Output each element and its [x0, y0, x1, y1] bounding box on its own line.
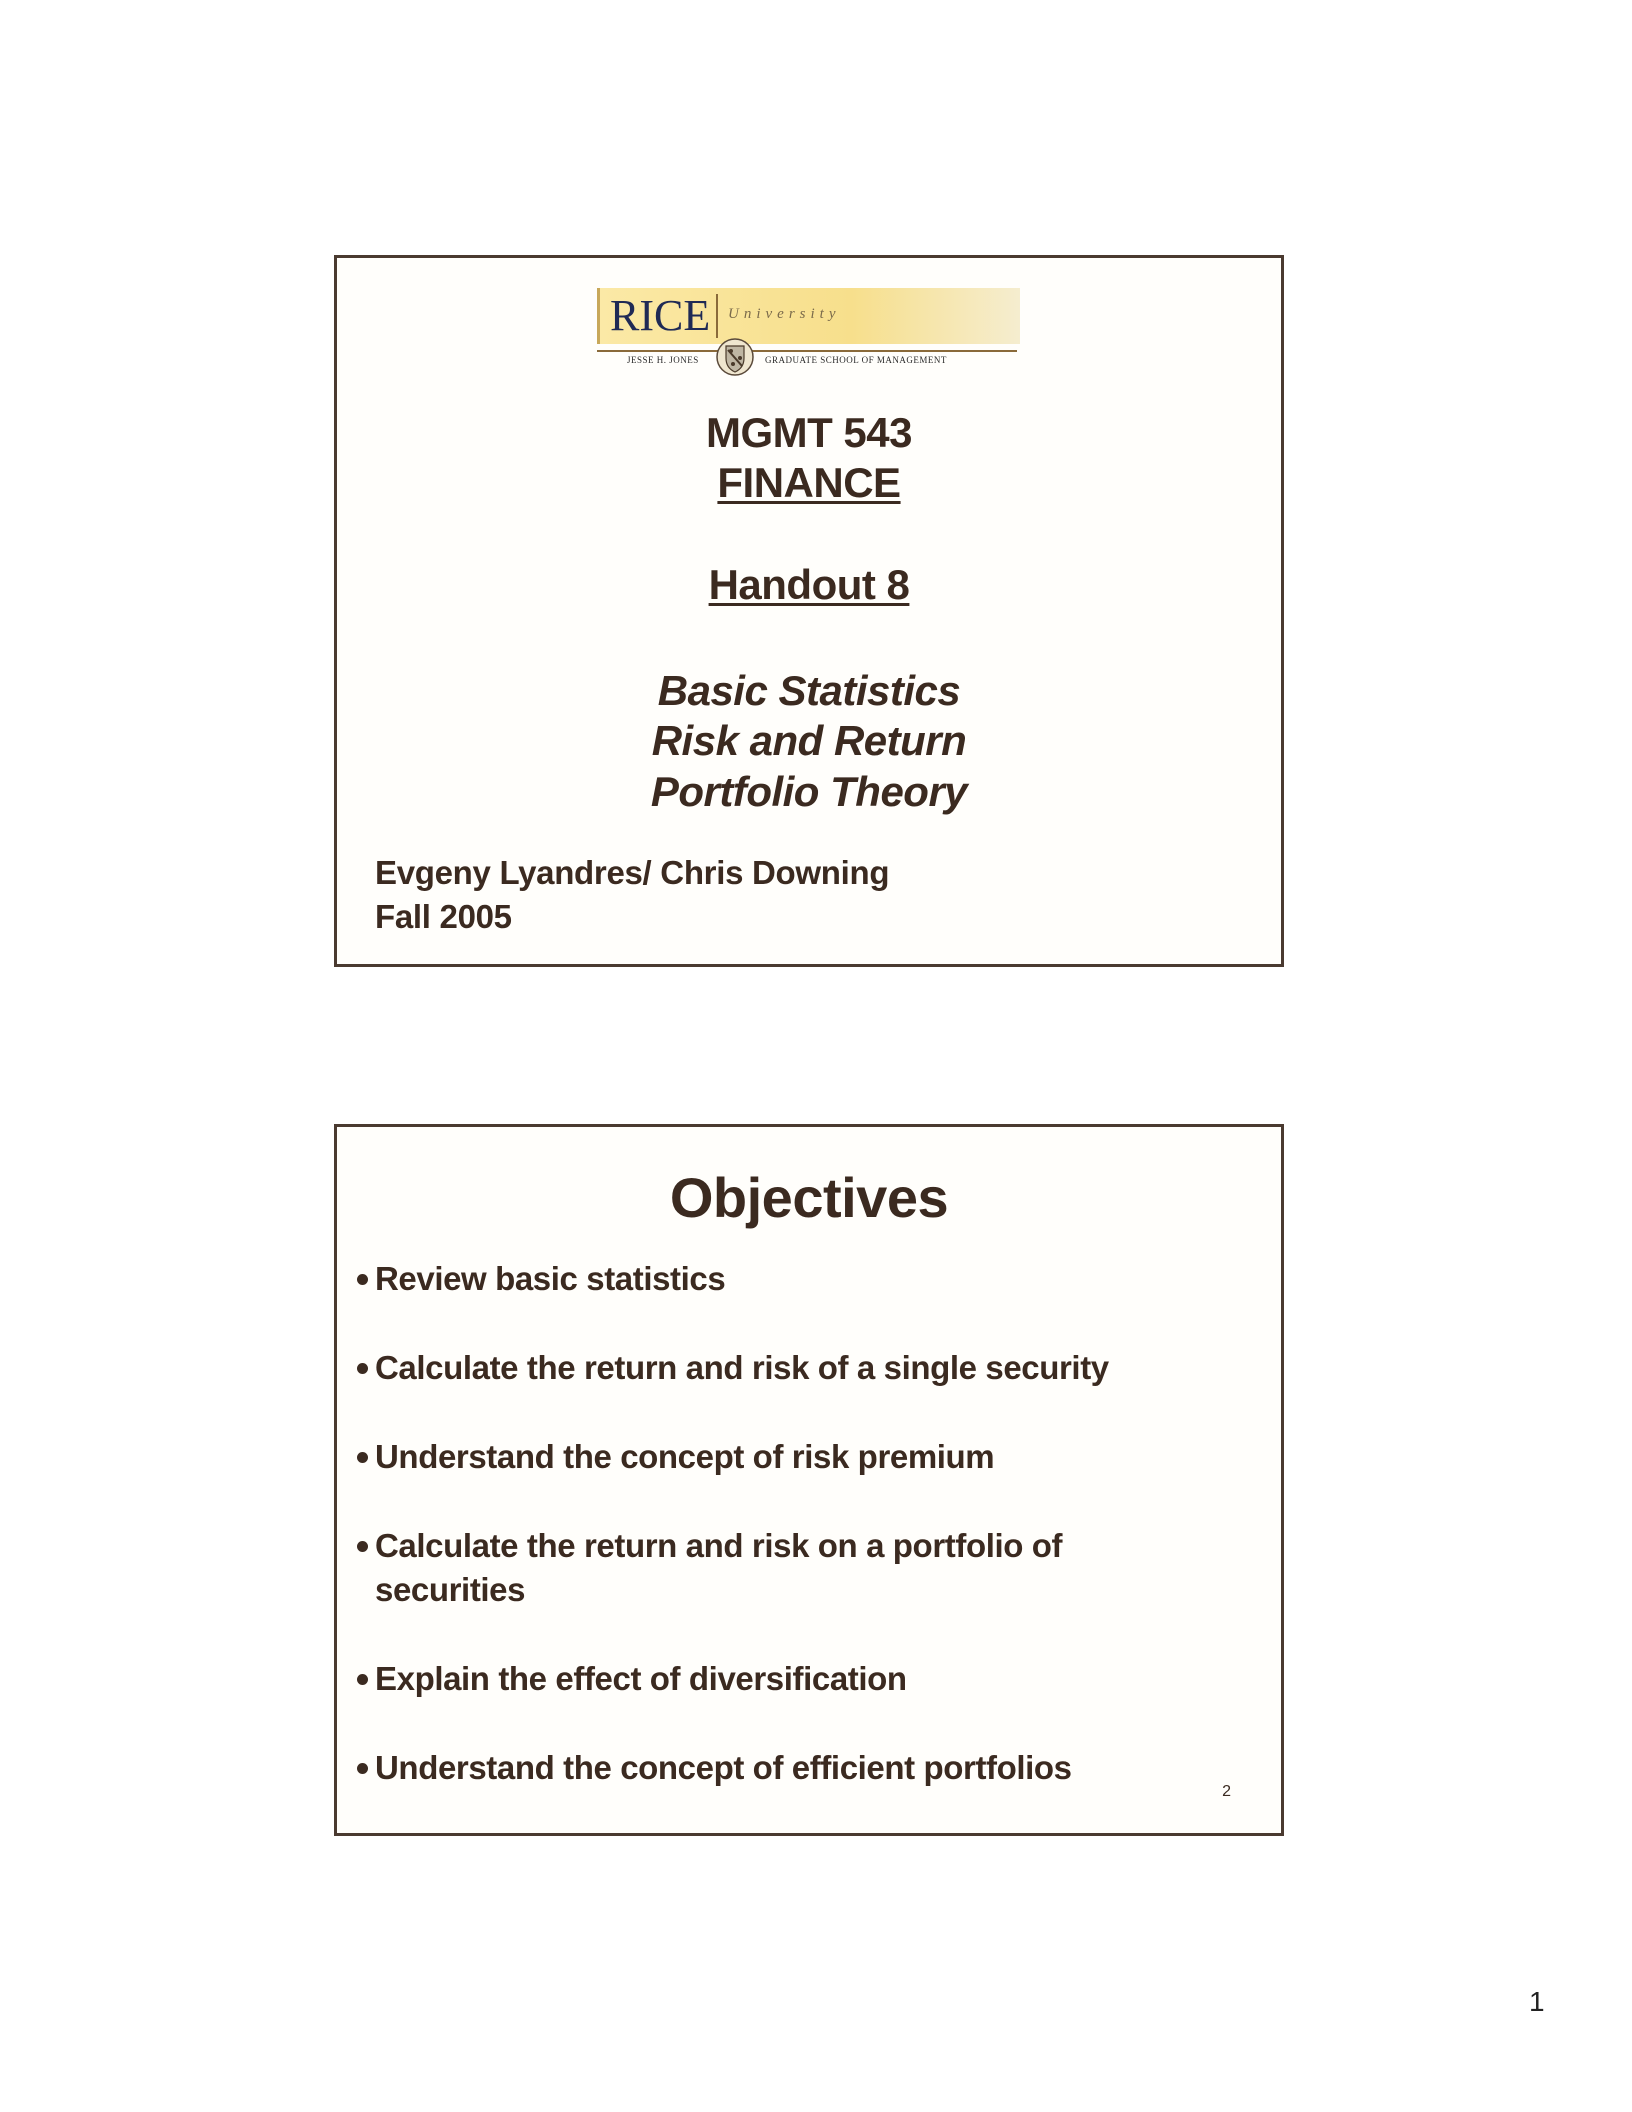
- course-name: FINANCE: [717, 459, 901, 506]
- page-number: 1: [1529, 1986, 1545, 2017]
- list-item: [355, 1746, 1255, 1790]
- handout-wrap: [337, 560, 1281, 610]
- list-item-text: Review basic statistics: [375, 1260, 726, 1297]
- list-item: [355, 1346, 1255, 1390]
- list-item: [355, 1435, 1255, 1479]
- logo-subtitle: University: [728, 306, 841, 322]
- topic-item: Risk and Return: [651, 717, 967, 764]
- course-code: MGMT 543: [705, 409, 913, 456]
- list-item: [355, 1257, 1255, 1301]
- authors: Evgeny Lyandres/ Chris Downing: [375, 854, 890, 891]
- course-name-wrap: [337, 458, 1281, 508]
- topic-item: Basic Statistics: [657, 667, 961, 714]
- logo-banner: [597, 288, 1020, 344]
- list-item-text-continued: securities: [375, 1571, 526, 1608]
- title-slide: [334, 255, 1284, 967]
- term: Fall 2005: [375, 898, 512, 935]
- objectives-list: [355, 1257, 1255, 1790]
- topic-item: Portfolio Theory: [650, 768, 968, 815]
- shield-icon: [716, 336, 754, 378]
- objectives-slide: [334, 1124, 1284, 1836]
- list-item-text: Calculate the return and risk on a portfolio of: [375, 1527, 1063, 1564]
- rice-university-logo: [597, 288, 1017, 378]
- list-item-text: Understand the concept of efficient portfolios: [375, 1749, 1072, 1786]
- list-item: [355, 1657, 1255, 1701]
- slide-title: Objectives: [669, 1166, 949, 1229]
- list-item: [355, 1524, 1255, 1612]
- logo-wordmark: RICE: [610, 294, 718, 338]
- list-item-text: Understand the concept of risk premium: [375, 1438, 995, 1475]
- logo-left-text: JESSE H. JONES: [627, 355, 699, 365]
- logo-right-text: GRADUATE SCHOOL OF MANAGEMENT: [765, 355, 947, 365]
- logo-divider: [597, 350, 1017, 352]
- slide-number: 2: [1222, 1783, 1231, 1800]
- list-item-text: Explain the effect of diversification: [375, 1660, 907, 1697]
- list-item-text: Calculate the return and risk of a single security: [375, 1349, 1109, 1386]
- handout-title: Handout 8: [708, 561, 910, 608]
